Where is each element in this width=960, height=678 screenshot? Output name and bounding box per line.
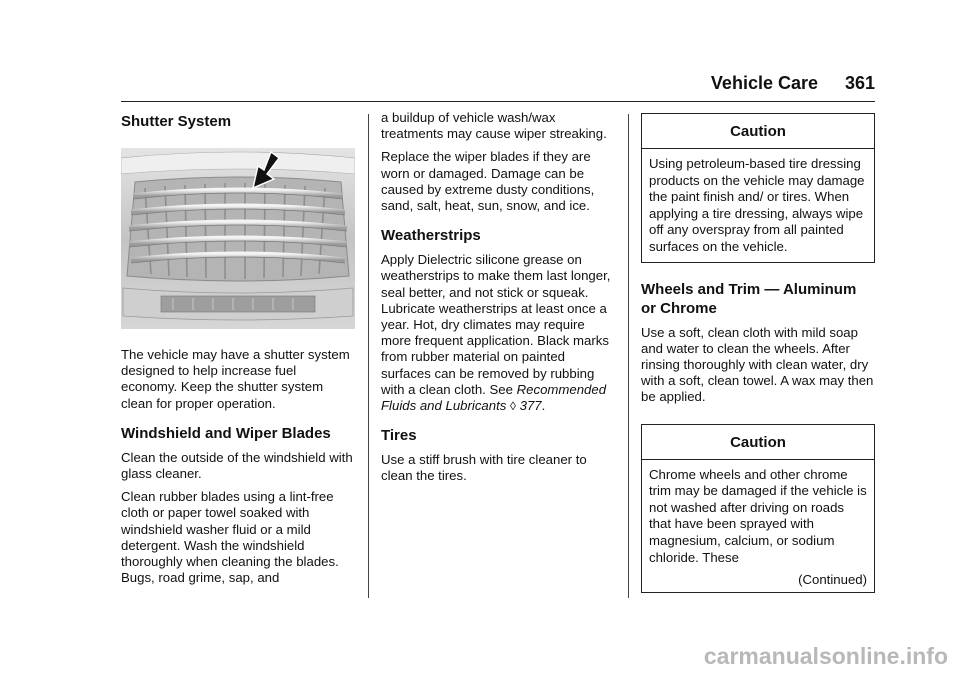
shutter-grille-figure <box>121 148 355 329</box>
shutter-system-heading: Shutter System <box>121 113 232 130</box>
caution-box <box>641 113 875 263</box>
wheels-trim-text: Use a soft, clean cloth with mild soap and water to clean the wheels. After rinsing thoroughly with clean water, dry with a soft, clean towel. A wax may then be applied. <box>641 324 874 405</box>
wiper-replace-text: Replace the wiper blades if they are worn or damaged. Damage can be caused by extreme dusty conditions, sand, salt, heat, sun, snow, and ice. <box>381 149 595 214</box>
windshield-text-2: Clean rubber blades using a lint-free cloth or paper towel soaked with windshield washer fluid or a mild detergent. Wash the windshield thoroughly when cleaning the blades. Bugs, road grime, sap, and <box>121 489 339 586</box>
page-number: 361 <box>844 73 875 93</box>
column-2 <box>381 110 613 485</box>
caution-box-2 <box>641 424 875 594</box>
wheels-trim-heading: Wheels and Trim — Aluminum or Chrome <box>641 280 857 317</box>
watermark: carmanualsonline.info <box>703 643 948 669</box>
column-3 <box>641 110 875 593</box>
windshield-text-1: Clean the outside of the windshield with glass cleaner. <box>121 449 353 482</box>
column-divider <box>628 114 629 598</box>
page-header <box>121 73 875 102</box>
caution-title: Caution <box>642 114 874 149</box>
grille-illustration <box>121 148 355 329</box>
caution-text: Using petroleum-based tire dressing products on the vehicle may damage the paint finish and/ or tires. When applying a tire dressing, always wipe off any overspray from all painted surfaces on the vehicle. <box>649 156 865 254</box>
shutter-system-text: The vehicle may have a shutter system designed to help increase fuel economy. Keep the shutter system clean for proper operation. <box>121 347 350 411</box>
column-1 <box>121 110 355 586</box>
caution-title-2: Caution <box>642 425 874 460</box>
tires-text: Use a stiff brush with tire cleaner to clean the tires. <box>381 452 587 484</box>
weatherstrips-text: Apply Dielectric silicone grease on weatherstrips to make them last longer, seal better, and not stick or squeak. Lubricate weatherstrips at least once a year. Hot, dry climates may require more frequent application. Black marks from rubber material on painted surfaces can be removed by rubbing with a clean cloth. See Recommended Fluids and Lubricants ◊ 377. <box>381 252 611 414</box>
page-reference-icon: ◊ <box>510 399 516 414</box>
cross-reference-link[interactable]: Recommended Fluids and Lubricants <box>381 381 607 414</box>
column-divider <box>368 114 369 598</box>
cross-reference-page[interactable]: 377 <box>519 398 542 414</box>
tires-heading: Tires <box>381 427 417 445</box>
continued-label: (Continued) <box>798 572 867 588</box>
weatherstrips-heading: Weatherstrips <box>381 227 481 245</box>
section-title: Vehicle Care <box>710 73 818 93</box>
windshield-wiper-heading: Windshield and Wiper Blades <box>121 424 331 442</box>
caution-text-2: Chrome wheels and other chrome trim may be damaged if the vehicle is not washed after driving on roads that have been sprayed with magnesium, calcium, or sodium chloride. These <box>649 466 867 565</box>
wiper-text-continued: a buildup of vehicle wash/wax treatments may cause wiper streaking. <box>381 110 607 142</box>
